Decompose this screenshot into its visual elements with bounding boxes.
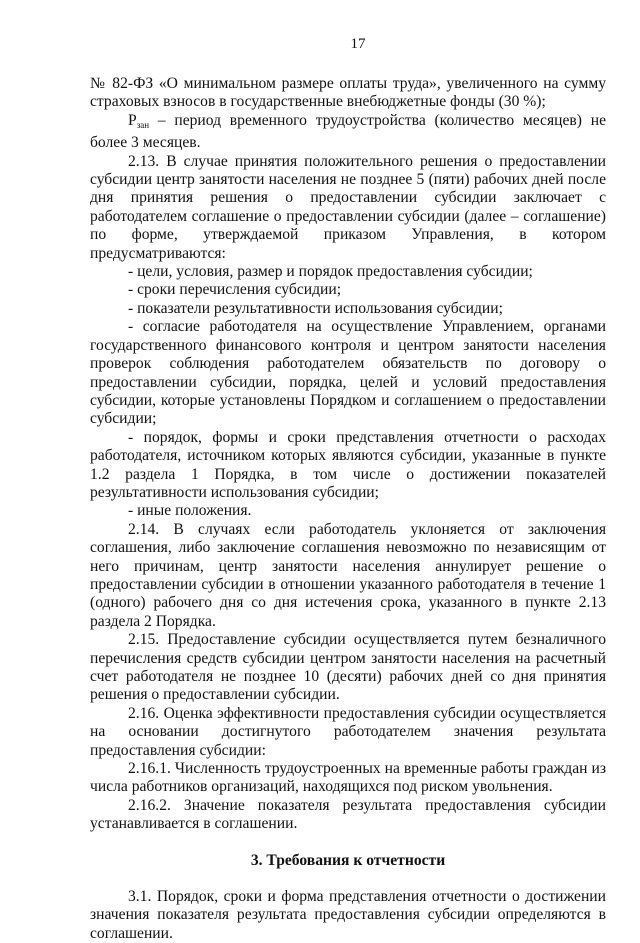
paragraph: 2.16. Оценка эффективности предоставления субсидии осуществляется на основании достигнутого работодателем значения результата предоставления субсидии: [90, 704, 606, 759]
paragraph: - сроки перечисления субсидии; [128, 281, 342, 299]
paragraph: 2.16.1. Численность трудоустроенных на временные работы граждан из числа работников организаций, находящихся под риском увольнения. [90, 760, 606, 796]
paragraph: - согласие работодателя на осуществление Управлением, органами государственного финансового контроля и центром занятости населения проверок соблюдения работодателем обязательств по договору о предоставлении субсидии, порядка, целей и условий предоставления субсидии, которые установлены Порядком и соглашением о предоставлении субсидии; [90, 318, 606, 428]
paragraph: № 82-ФЗ «О минимальном размере оплаты труда», увеличенного на сумму страховых взносов в государственные внебюджетные фонды (30 %); [90, 75, 606, 111]
paragraph: - порядок, формы и сроки представления отчетности о расходах работодателя, источником которых являются субсидии, указанные в пункте 1.2 раздела 1 Порядка, в том числе о достижении показателей результативности использования субсидии; [90, 428, 606, 501]
paragraph-period-definition [90, 112, 606, 153]
paragraph: 2.15. Предоставление субсидии осуществляется путем безналичного перечисления средств субсидии центром занятости населения на расчетный счет работодателя не позднее 10 (десяти) рабочих дней со дня принятия решения о предоставлении субсидии. [90, 631, 606, 704]
paragraph: 2.16.2. Значение показателя результата предоставления субсидии устанавливается в соглашении. [90, 796, 606, 833]
paragraph: - показатели результативности использования субсидии; [128, 299, 503, 317]
page-number: 17 [350, 36, 366, 52]
paragraph: - иные положения. [128, 502, 252, 520]
formula-subscript: зан [136, 119, 150, 130]
formula-symbol: Р [128, 111, 137, 129]
paragraph: 2.14. В случаях если работодатель уклоняется от заключения соглашения, либо заключение соглашения невозможно по независящим от него причинам, центр занятости населения аннулирует решение о предоставлении субсидии в отношении указанного работодателя в течение 1 (одного) рабочего дня со дня истечения срока, указанного в пункте 2.13 раздела 2 Порядка. [90, 520, 606, 630]
formula-description: – период временного трудоустройства (количество месяцев) не более 3 месяцев. [90, 111, 606, 152]
document-body [90, 75, 606, 943]
section-heading: 3. Требования к отчетности [250, 851, 446, 869]
paragraph: 3.1. Порядок, сроки и форма представления отчетности о достижении значения показателя результата предоставления субсидии определяются в соглашении. [90, 888, 606, 942]
paragraph: 2.13. В случае принятия положительного решения о предоставлении субсидии центр занятости населения не позднее 5 (пяти) рабочих дней после дня принятия решения о предоставлении субсидии заключает с работодателем соглашение о предоставлении субсидии (далее – соглашение) по форме, утверждаемой приказом Управления, в котором предусматриваются: [90, 152, 606, 262]
paragraph: - цели, условия, размер и порядок предоставления субсидии; [128, 263, 533, 281]
